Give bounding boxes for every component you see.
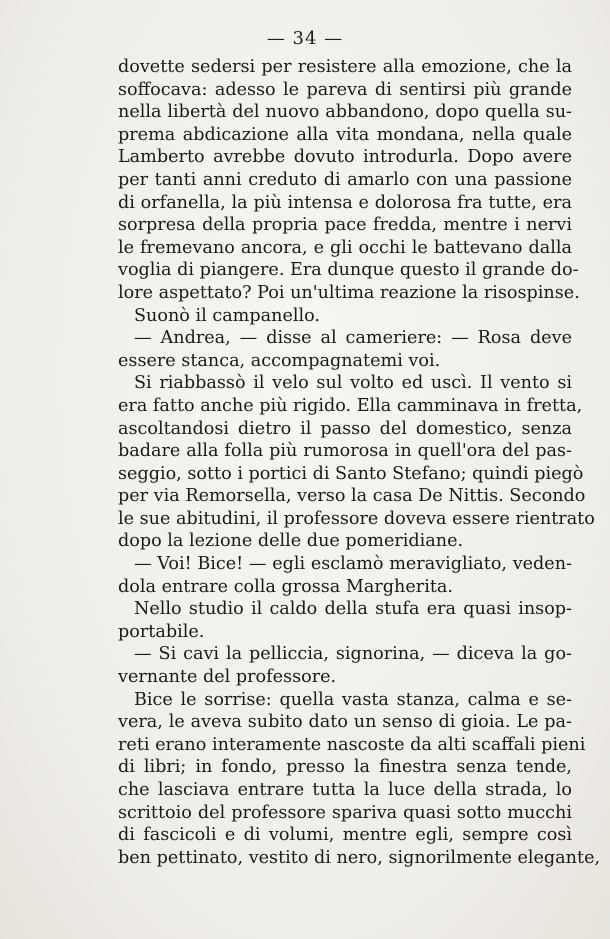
- text-line: — Andrea, — disse al cameriere: — Rosa deve: [134, 328, 572, 349]
- text-line: vernante del professore.: [118, 667, 337, 688]
- text-line: soffocava: adesso le pareva di sentirsi più grande: [118, 79, 572, 100]
- text-line: Bice le sorrise: quella vasta stanza, calma e se-: [134, 689, 572, 710]
- text-line: Suonò il campanello.: [134, 305, 320, 326]
- text-line: — Voi! Bice! — egli esclamò meravigliato, veden-: [134, 554, 572, 575]
- text-line: per tanti anni creduto di amarlo con una passione: [118, 169, 572, 190]
- text-line: di libri; in fondo, presso la finestra senza tende,: [118, 757, 572, 778]
- text-line: portabile.: [118, 621, 205, 642]
- text-line: ascoltandosi dietro il passo del domestico, senza: [118, 418, 572, 439]
- text-line: seggio, sotto i portici di Santo Stefano; quindi piegò: [118, 463, 584, 484]
- text-line: essere stanca, accompagnatemi voi.: [118, 350, 441, 371]
- text-line: ben pettinato, vestito di nero, signorilmente elegante,: [118, 847, 601, 868]
- text-line: — Si cavi la pelliccia, signorina, — diceva la go-: [134, 644, 572, 665]
- text-line: scrittoio del professore spariva quasi sotto mucchi: [118, 802, 572, 823]
- text-line: che lasciava entrare tutta la luce della strada, lo: [118, 780, 572, 800]
- text-line: sorpresa della propria pace fredda, mentre i nervi: [118, 215, 572, 236]
- body-text: [118, 56, 601, 869]
- text-line: era fatto anche più rigido. Ella camminava in fretta,: [118, 395, 583, 416]
- text-line: dopo la lezione delle due pomeridiane.: [118, 531, 464, 552]
- text-line: nella libertà del nuovo abbandono, dopo quella su-: [118, 102, 572, 123]
- page-number: — 34 —: [266, 28, 344, 49]
- text-line: Si riabbassò il velo sul volto ed uscì. Il vento si: [134, 373, 572, 394]
- text-line: di orfanella, la più intensa e dolorosa fra tutte, era: [118, 192, 572, 213]
- text-line: prema abdicazione alla vita mondana, nella quale: [118, 124, 572, 145]
- text-line: per via Remorsella, verso la casa De Nittis. Secondo: [118, 486, 586, 507]
- text-line: di fascicoli e di volumi, mentre egli, sempre così: [118, 825, 572, 846]
- text-line: vera, le aveva subito dato un senso di gioia. Le pa-: [118, 712, 572, 733]
- text-line: Lamberto avrebbe dovuto introdurla. Dopo avere: [118, 147, 572, 168]
- text-line: le sue abitudini, il professore doveva essere rientrato: [118, 508, 595, 529]
- text-line: Nello studio il caldo della stufa era quasi insop-: [134, 599, 572, 620]
- text-line: voglia di piangere. Era dunque questo il grande do-: [118, 260, 579, 281]
- text-line: lore aspettato? Poi un'ultima reazione la risospinse.: [118, 282, 580, 303]
- text-line: dovette sedersi per resistere alla emozione, che la: [118, 57, 572, 77]
- text-line: dola entrare colla grossa Margherita.: [118, 576, 453, 597]
- text-line: reti erano interamente nascoste da alti scaffali pieni: [118, 734, 586, 755]
- text-line: le fremevano ancora, e gli occhi le battevano dalla: [118, 237, 572, 258]
- text-line: badare alla folla più rumorosa in quell'ora del pas-: [118, 441, 572, 462]
